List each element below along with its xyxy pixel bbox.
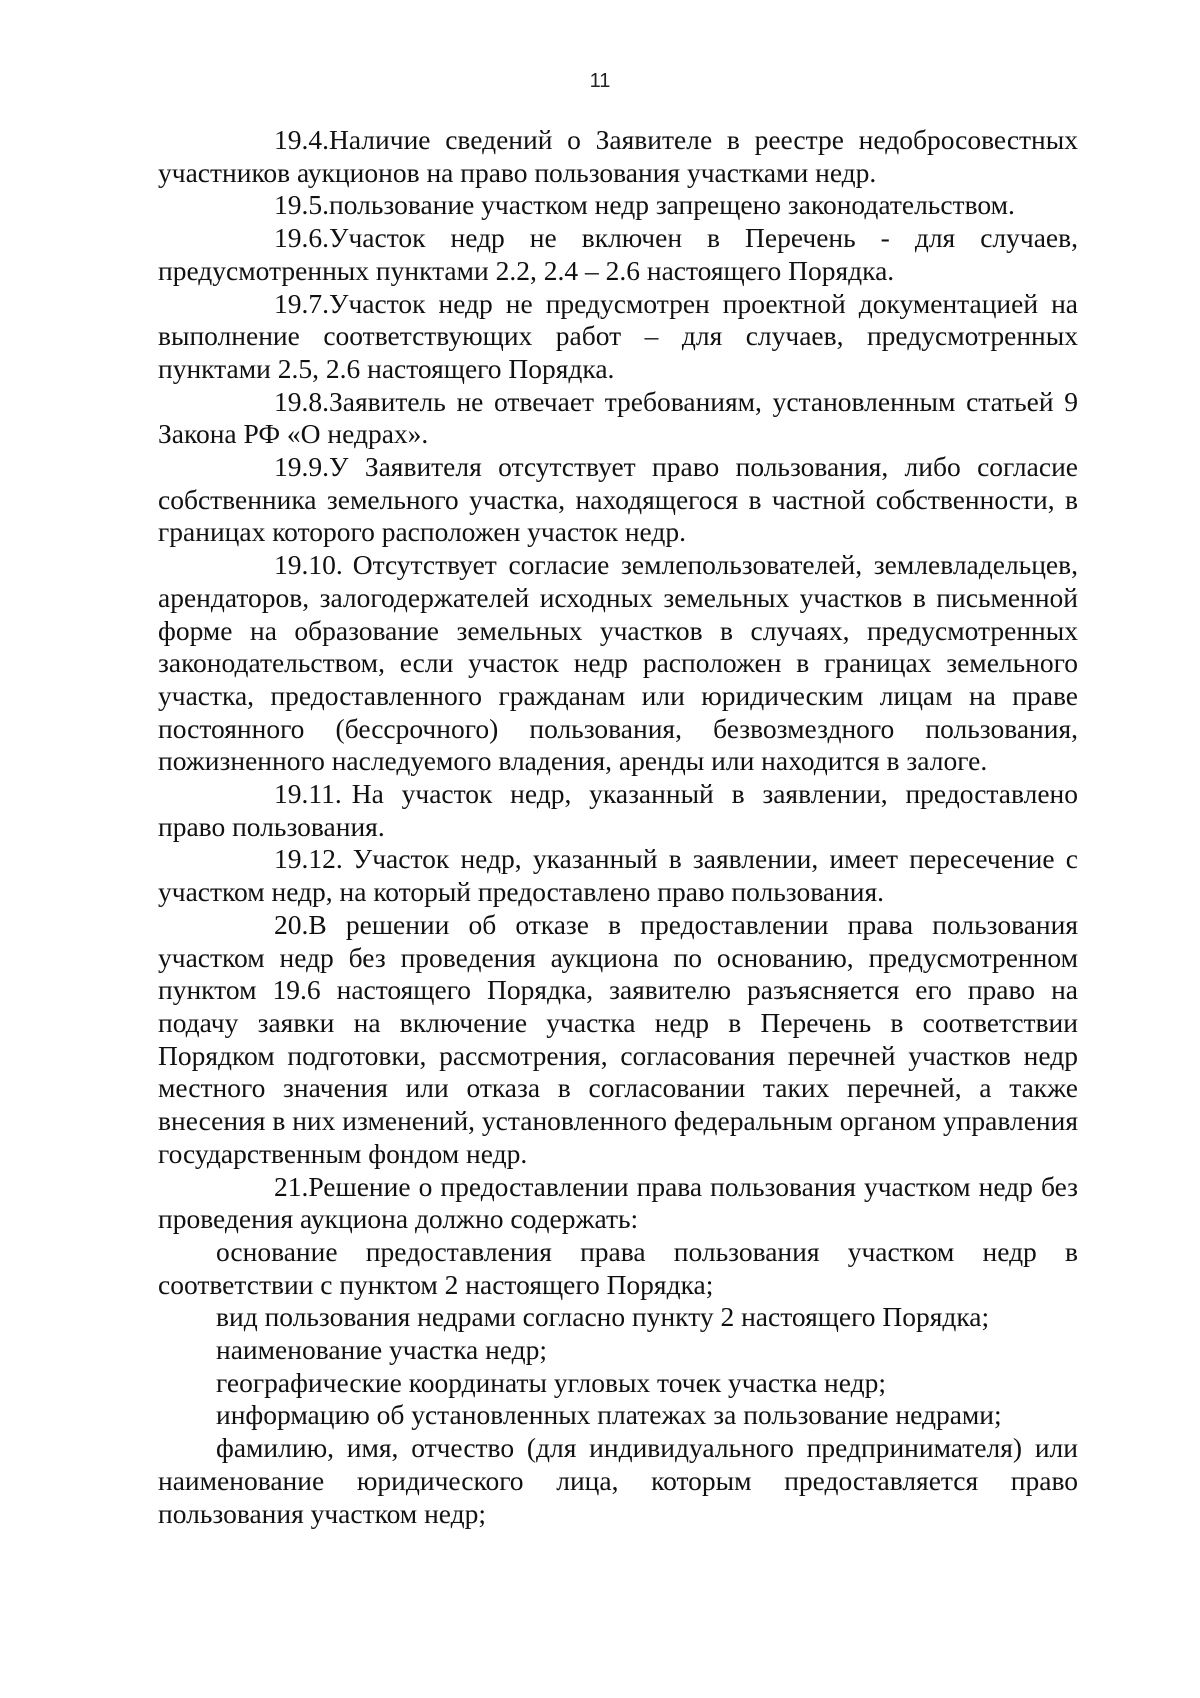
item-text: Отсутствует согласие землепользователей, землевладельцев, арендаторов, залогодержателей исходных земельных участков в письменной форме на образование земельных участков в случаях, предусмотренных законодательством, если участок недр расположен в границах земельного участка, предоставленного гражданам или юридическим лицам на праве постоянного (бессрочного) пользования, безвозмездного пользования, пожизненного наследуемого владения, аренды или находится в залоге. <box>158 549 1078 777</box>
list-item-grantee <box>158 1432 1078 1530</box>
list-item-coordinates <box>158 1367 1078 1400</box>
item-text: Участок недр, указанный в заявлении, имеет пересечение с участком недр, на который предоставлено право пользования. <box>158 843 1078 908</box>
item-number: 19.6. <box>274 222 329 254</box>
list-item-payments <box>158 1399 1078 1432</box>
paragraph-19-6 <box>158 222 1078 287</box>
page-number: 11 <box>589 70 611 92</box>
paragraph-20 <box>158 909 1078 1171</box>
item-text: Решение о предоставлении права пользования участком недр без проведения аукциона должно содержать: <box>158 1170 1078 1235</box>
item-text: Наличие сведений о Заявителе в реестре недобросовестных участников аукционов на право пользования участками недр. <box>158 124 1078 188</box>
item-text: пользование участком недр запрещено законодательством. <box>329 189 1015 221</box>
list-item-basis <box>158 1236 1078 1301</box>
paragraph-19-9 <box>158 451 1078 549</box>
item-number: 19.10. <box>274 549 343 581</box>
item-text: У Заявителя отсутствует право пользования, либо согласие собственника земельного участка, находящегося в частной собственности, в границах которого расположен участок недр. <box>158 451 1078 548</box>
item-number: 19.8. <box>274 385 329 417</box>
paragraph-19-12 <box>158 843 1078 908</box>
paragraph-19-7 <box>158 288 1078 386</box>
item-text: Участок недр не включен в Перечень - для случаев, предусмотренных пунктами 2.2, 2.4 – 2.6 настоящего Порядка. <box>158 222 1078 286</box>
item-number: 19.4. <box>274 124 329 155</box>
item-text: фамилию, имя, отчество (для индивидуального предпринимателя) или наименование юридического лица, которым предоставляется право пользования участком недр; <box>158 1432 1078 1529</box>
paragraph-19-8 <box>158 386 1078 451</box>
item-number: 19.9. <box>274 451 329 483</box>
item-number: 19.11. <box>274 778 342 810</box>
item-text: В решении об отказе в предоставлении права пользования участком недр без проведения аукциона по основанию, предусмотренном пунктом 19.6 настоящего Порядка, заявителю разъясняется его право на подачу заявки на включение участка недр в Перечень в соответствии Порядком подготовки, рассмотрения, согласования перечней участков недр местного значения или отказа в согласовании таких перечней, а также внесения в них изменений, установленного федеральным органом управления государственным фондом недр. <box>158 908 1078 1169</box>
item-text: наименование участка недр; <box>216 1334 548 1366</box>
item-text: информацию об установленных платежах за пользование недрами; <box>216 1399 1002 1431</box>
item-text: На участок недр, указанный в заявлении, предоставлено право пользования. <box>158 778 1078 842</box>
item-text: Участок недр не предусмотрен проектной документацией на выполнение соответствующих работ – для случаев, предусмотренных пунктами 2.5, 2.6 настоящего Порядка. <box>158 287 1078 384</box>
item-text: Заявитель не отвечает требованиям, установленным статьей 9 Закона РФ «О недрах». <box>158 385 1078 450</box>
item-number: 19.7. <box>274 287 329 319</box>
item-number: 19.5. <box>274 189 329 221</box>
item-text: вид пользования недрами согласно пункту 2 настоящего Порядка; <box>216 1301 990 1333</box>
paragraph-19-5 <box>158 189 1078 222</box>
paragraph-19-10 <box>158 549 1078 778</box>
paragraph-19-11 <box>158 778 1078 843</box>
item-number: 19.12. <box>274 843 343 875</box>
item-number: 20. <box>274 908 309 940</box>
list-item-usage-type <box>158 1301 1078 1334</box>
item-number: 21. <box>274 1170 309 1202</box>
paragraph-19-4 <box>158 124 1078 189</box>
item-text: основание предоставления права пользования участком недр в соответствии с пунктом 2 настоящего Порядка; <box>158 1235 1078 1300</box>
paragraph-21 <box>158 1171 1078 1236</box>
item-text: географические координаты угловых точек участка недр; <box>216 1366 887 1398</box>
document-body <box>158 124 1078 1530</box>
list-item-site-name <box>158 1334 1078 1367</box>
